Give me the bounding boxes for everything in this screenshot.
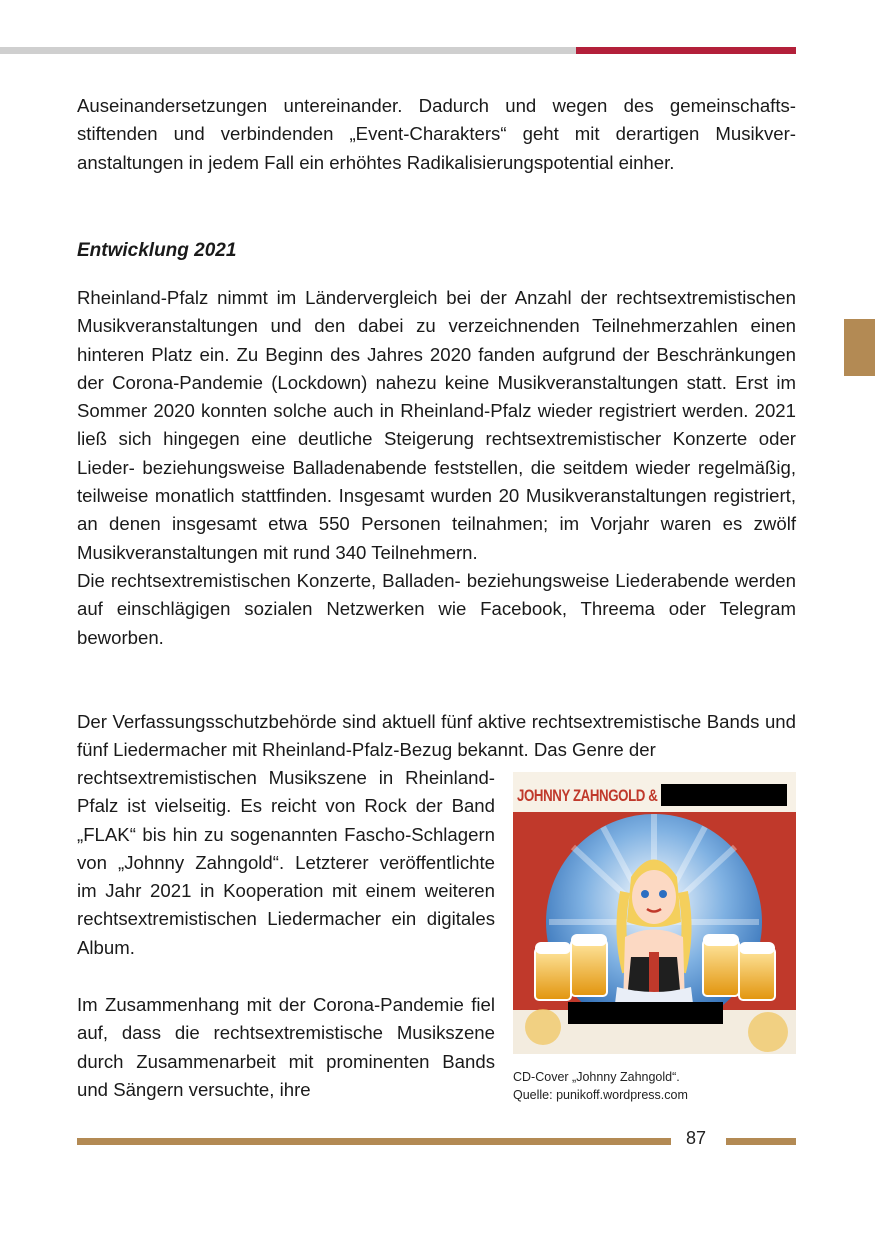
caption-title: CD-Cover „Johnny Zahngold“. [513,1070,680,1084]
paragraph-corona: Im Zusammenhang mit der Corona-Pandemie fiel auf, dass die rechtsextremistische Musikszene durch Zusammenarbeit mit prominenten Bands und Sängern versuchte, ihre [77,994,495,1100]
cover-title: JOHNNY ZAHNGOLD & [517,786,658,805]
footer-bar-right [726,1138,796,1145]
page-number: 87 [686,1128,707,1148]
top-bar-grey [0,47,576,54]
paragraph-genre: rechtsextremistischen Musikszene in Rheinland-Pfalz ist vielseitig. Es reicht von Rock der Band „FLAK“ bis hin zu sogenannten Fascho-Schlagern von „Johnny Zahngold“. Letzterer veröffentlichte im Jahr 2021 in Kooperation mit einem weiteren rechtsextremistischen Liedermacher ein digitales Album. [77,767,495,958]
paragraph-social-networks: Die rechtsextremistischen Konzerte, Balladen- beziehungsweise Liederabende werden auf einschlägigen sozialen Netzwerken wie Facebook, Threema oder Telegram beworben. [77,569,796,648]
footer-bar-left [77,1138,671,1145]
section-body [77,284,796,652]
intro-paragraph: Auseinandersetzungen untereinander. Dadurch und wegen des gemeinschaftsstiftenden und verbindenden „Event-Charakters“ geht mit derartigen Musikveranstaltungen in jedem Fall ein erhöhtes Radikalisierungspotential einher. [77,95,796,173]
top-bar-red [576,47,796,54]
paragraph-bands-intro: Der Verfassungsschutzbehörde sind aktuell fünf aktive rechtsextremistische Bands und fünf Liedermacher mit Rheinland-Pfalz-Bezug bekannt. Das Genre der [77,711,796,761]
cd-cover-illustration [513,772,796,1054]
caption-source: Quelle: punikoff.wordpress.com [513,1088,688,1102]
beer-mugs-right [703,934,775,1000]
beer-mugs-left [535,934,607,1000]
section-heading: Entwicklung 2021 [77,240,237,261]
paragraph-music-events: Rheinland-Pfalz nimmt im Ländervergleich bei der Anzahl der rechtsextremistischen Musikveranstaltungen und den dabei zu verzeichnenden Teilnehmerzahlen einen hinteren Platz ein. Zu Beginn des Jahres 2020 fanden aufgrund der Beschränkungen der Corona-Pandemie (Lockdown) nahezu keine Musikveranstaltungen statt. Erst im Sommer 2020 konnten solche auch in Rheinland-Pfalz wieder registriert werden. 2021 ließ sich hingegen eine deutliche Steigerung rechtsextremistischer Konzerte oder Lieder- beziehungsweise Balladenabende feststellen, die seitdem wieder regelmäßig, teilweise monatlich stattfinden. Insgesamt wurden 20 Musikveranstaltungen registriert, an denen insgesamt etwa 550 Personen teilnahmen; im Vorjahr waren es zwölf Musikveranstaltungen mit rund 340 Teilnehmern. [77,287,796,563]
figure-caption [513,1068,688,1104]
cd-cover-image [513,772,796,1054]
chapter-side-tab [844,319,875,376]
